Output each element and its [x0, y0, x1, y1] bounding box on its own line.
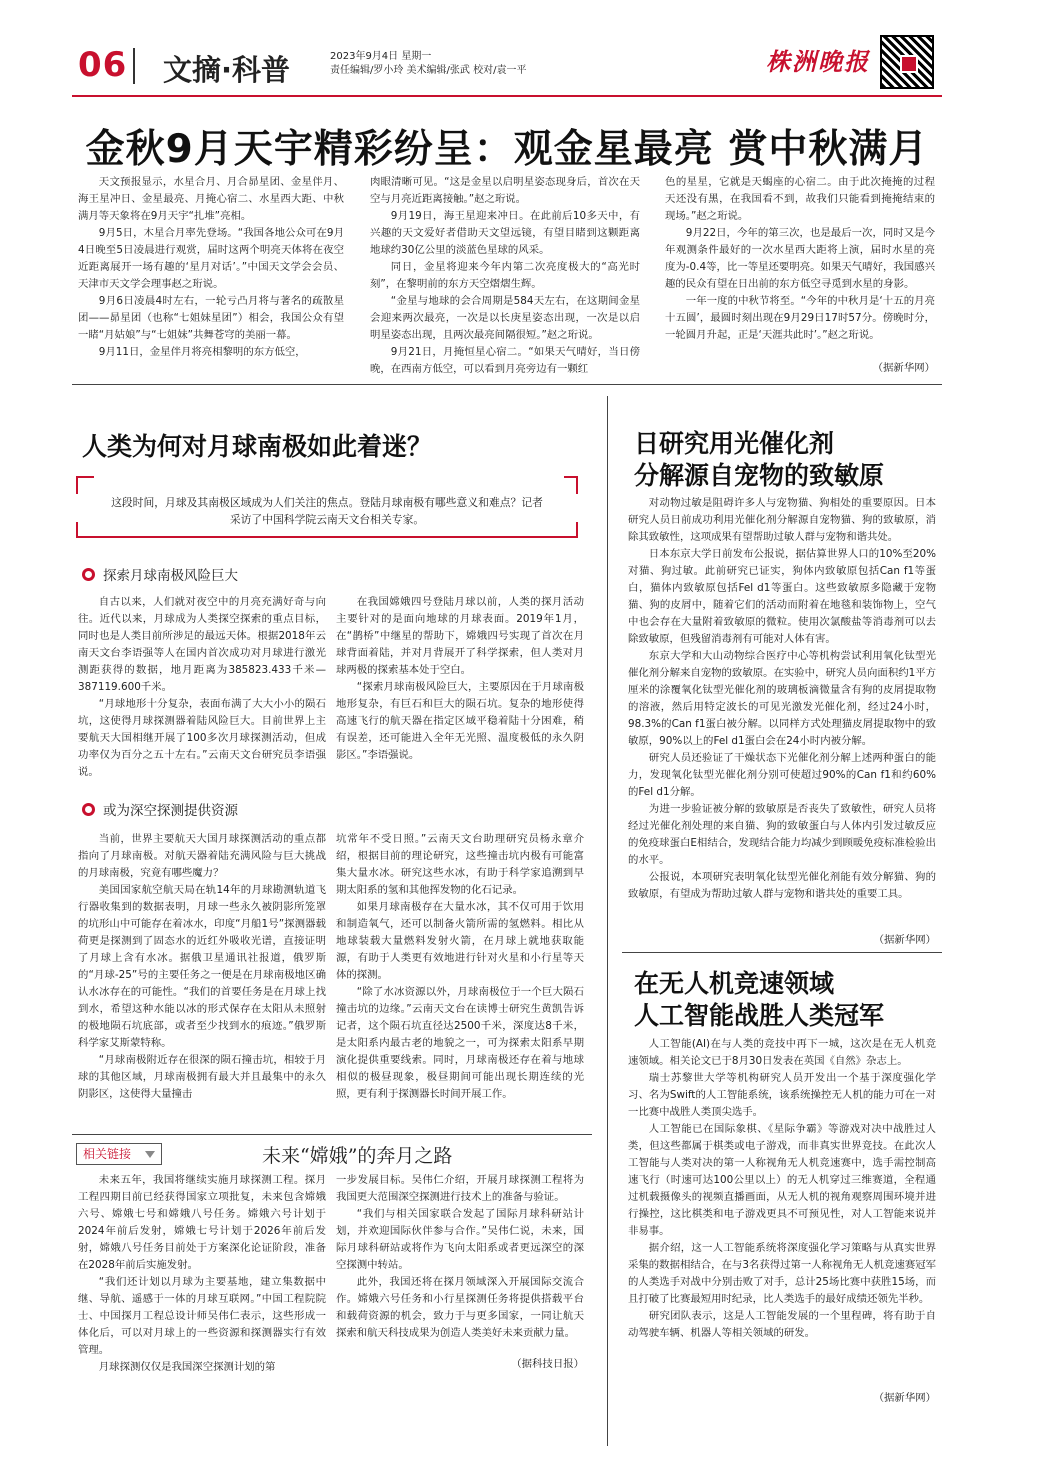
main-col-2: [370, 174, 640, 378]
source-credit: （据科技日报）: [511, 1358, 584, 1370]
paragraph: 同日，金星将迎来今年内第二次亮度极大的“高光时刻”，在黎明前的东方天空熠熠生辉。: [370, 261, 640, 290]
paragraph: 未来五年，我国将继续实施月球探测工程。探月工程四期目前已经获得国家立项批复，未来包含嫦娥六号、嫦娥七号和嫦娥八号任务。嫦娥六号计划于2024年前后发射，嫦娥七号计划于2026年前后发射，嫦娥八号任务目前处于方案深化论证阶段，准备在2028年前后实施发射。: [78, 1174, 326, 1271]
cat-article-title: [634, 428, 884, 492]
main-col-3: [665, 174, 935, 344]
paragraph: “金星与地球的会合周期是584天左右，在这期间金星会迎来两次最亮，一次是以长庚星姿态出现，一次是以启明星姿态出现，且两次最亮间隔很短。”赵之珩说。: [370, 295, 640, 341]
paragraph: “月球南极附近存在很深的陨石撞击坑，相较于月球的其他区域，月球南极拥有最大并且最集中的永久阴影区，这使得大量撞击: [78, 1054, 326, 1100]
paragraph: 据介绍，这一人工智能系统将深度强化学习策略与从真实世界采集的数据相结合，在与3名获得过第一人称视角无人机竞速赛冠军的人类选手对战中分别击败了对手，总计25场比赛中获胜15场，而且打破了比赛最短用时纪录，比人类选手的最好成绩还领先半秒。: [628, 1242, 936, 1305]
paragraph: 一步发展目标。吴伟仁介绍，开展月球探测工程将为我国更大范围深空探测进行技术上的准备与验证。: [336, 1174, 584, 1203]
moon-s1-col-2: [336, 594, 584, 764]
header-divider: [133, 48, 135, 84]
title-line-2: 分解源自宠物的致敏原: [634, 461, 885, 490]
section-heading-text: 或为深空探测提供资源: [103, 803, 238, 819]
paragraph: 一年一度的中秋节将至。“今年的中秋月是‘十五的月亮十五圆’，最圆时刻出现在9月29日17时57分。傍晚时分，一轮圆月升起，正是‘天涯共此时’。”赵之珩说。: [665, 295, 935, 341]
paragraph: 自古以来，人们就对夜空中的月亮充满好奇与向往。近代以来，月球成为人类探空探索的重点目标，同时也是人类目前所涉足的最远天体。根据2018年云南天文台李语强等人在国内首次成功对月球进行激光测距获得的数据，地月距离为385823.433千米—387119.600千米。: [78, 596, 326, 693]
paragraph: 东京大学和大山动物综合医疗中心等机构尝试利用氧化钛型光催化剂分解来自宠物的致敏原。在实验中，研究人员向面积约1平方厘米的涂覆氧化钛型光催化剂的玻璃板滴微量含有狗的皮屑提取物的溶液，然后用特定波长的可见光激发光催化剂，经过24小时，98.3%的Can f1蛋白被分解。以同样方式处理猫皮屑提取物中的致敏原，90%以上的Fel d1蛋白会在24小时内被分解。: [628, 650, 936, 747]
paragraph: 瑞士苏黎世大学等机构研究人员开发出一个基于深度强化学习、名为Swift的人工智能系统，该系统操控无人机的能力可在一对一比赛中战胜人类顶尖选手。: [628, 1072, 936, 1118]
related-link-tag: 相关链接: [76, 1143, 162, 1165]
paragraph: 此外，我国还将在探月领域深入开展国际交流合作。嫦娥六号任务和小行星探测任务将提供搭载平台和载荷资源的机会，致力于与更多国家，一同让航天探索和航天科技成果为创造人类美好未来贡献力量。: [336, 1276, 584, 1339]
title-line-2: 人工智能战胜人类冠军: [634, 1001, 885, 1030]
paragraph: 天文预报显示，水星合月、月合昴星团、金星伴月、海王星冲日、金星最亮、月掩心宿二、水星西大距、中秋满月等天象将在9月天宇“扎堆”亮相。: [78, 176, 344, 222]
main-col-1: [78, 174, 344, 361]
column-divider: [607, 396, 608, 1446]
moon-intro: 这段时间，月球及其南极区域成为人们关注的焦点。登陆月球南极有哪些意义和难点？记者采访了中国科学院云南天文台相关专家。: [111, 496, 543, 526]
paragraph: 研究人员还验证了干燥状态下光催化剂分解上述两种蛋白的能力，发现氧化钛型光催化剂分别可使超过90%的Can f1和约60%的Fel d1分解。: [628, 752, 936, 798]
paragraph: 对动物过敏是阻碍许多人与宠物猫、狗相处的重要原因。日本研究人员日前成功利用光催化剂分解源自宠物猫、狗的致敏原，消除其致敏性，这项成果有望帮助过敏人群与宠物和谐共处。: [628, 497, 936, 543]
moon-article-title: 人类为何对月球南极如此着迷？: [82, 432, 433, 461]
section-heading-text: 探索月球南极风险巨大: [103, 568, 238, 584]
paragraph: 肉眼清晰可见。“这是金星以启明星姿态现身后，首次在天空与月亮近距离接触。”赵之珩说。: [370, 176, 640, 205]
main-headline: 金秋9月天宇精彩纷呈：观金星最亮 赏中秋满月: [85, 127, 929, 172]
page-number: 06: [78, 45, 128, 85]
moon-section-1-head: [82, 564, 238, 584]
moon-section-2-head: [82, 799, 238, 819]
circle-bullet-icon: [82, 803, 95, 816]
paragraph: 美国国家航空航天局在轨14年的月球勘测轨道飞行器收集到的数据表明，月球一些永久被阴影所笼罩的坑形山中可能存在着冰水，印度“月船1号”探测器载荷更是探测到了固态水的近红外吸收光谱，直接证明了月球上含有水冰。据俄卫星通讯社报道，俄罗斯的“月球-25”号的主要任务之一便是在月球南极地区确认水冰存在的可能性。“我们的首要任务是在月球上找到水，希望这种水能以冰的形式保存在太阳从未照射的极地陨石坑底部，或者至少找到水的痕迹。”俄罗斯科学家艾斯蒙特称。: [78, 884, 326, 1049]
ai-article-title: [634, 968, 884, 1032]
moon-s1-col-1: [78, 594, 326, 781]
related-link-title: 未来“嫦娥”的奔月之路: [262, 1145, 453, 1167]
title-line-1: 日研究用光催化剂: [634, 429, 835, 458]
qr-code-icon: [880, 35, 934, 89]
paragraph: “除了水冰资源以外，月球南极位于一个巨大陨石撞击坑的边缘。”云南天文台在读博士研究生黄凯告诉记者，这个陨石坑直径达2500千米，深度达8千米，是太阳系内最古老的地貌之一，可为探索太阳系早期演化提供重要线索。同时，月球南极还存在着与地球相似的极昼现象，极昼期间可能出现长期连续的光照，更有利于探测器长时间开展工作。: [336, 986, 584, 1100]
ai-article-body: [628, 1036, 936, 1342]
paragraph: 月球探测仅仅是我国深空探测计划的第: [98, 1361, 276, 1373]
section-divider: [622, 952, 942, 953]
paragraph: 坑常年不受日照。”云南天文台助理研究员杨永章介绍，根据目前的理论研究，这些撞击坑内极有可能富集大量水冰。研究这些水冰，有助于科学家追溯到早期太阳系的氢和其他挥发物的化石记录。: [336, 833, 584, 896]
paragraph: 公报说，本项研究表明氧化钛型光催化剂能有效分解猫、狗的致敏原，有望成为帮助过敏人群与宠物和谐共处的重要工具。: [628, 871, 936, 900]
paragraph: 9月22日，今年的第三次，也是最后一次，同时又是今年观测条件最好的一次水星西大距将上演，届时水星的亮度为-0.4等，比一等星还要明亮。如果天气晴好，我国感兴趣的民众有望在日出前的东方低空寻觅到水星的身影。: [665, 227, 935, 290]
header-info: [330, 50, 526, 78]
editor-credits: 责任编辑/罗小玲 美术编辑/张武 校对/袁一平: [330, 65, 527, 76]
link-divider: [72, 1134, 592, 1135]
source-credit: （据新华网）: [873, 934, 936, 946]
paragraph: 为进一步验证被分解的致敏原是否丧失了致敏性，研究人员将经过光催化剂处理的来自猫、狗的致敏蛋白与人体内引发过敏反应的免疫球蛋白E相结合，发现结合能力均减少到顾暖免疫标准检验出的水平。: [628, 803, 936, 866]
link-col-1: [78, 1172, 326, 1376]
paragraph: 在我国嫦娥四号登陆月球以前，人类的探月活动主要针对的是面向地球的月球表面。2019年1月，在“鹊桥”中继星的帮助下，嫦娥四号实现了首次在月球背面着陆，并对月背展开了科学探索，但人类对月球两极的探索基本处于空白。: [336, 596, 584, 676]
paragraph: 人工智能已在国际象棋、《星际争霸》等游戏对决中战胜过人类，但这些都属于棋类或电子游戏，而非真实世界竞技。在此次人工智能与人类对决的第一人称视角无人机竞速赛中，选手需控制高速飞行（时速可达100公里以上）的无人机穿过三维赛道，全程通过机载摄像头的视频直播画面，从无人机的视角观察周围环境并进行操控，这比棋类和电子游戏更具不可预见性，对人工智能来说并非易事。: [628, 1123, 936, 1237]
source-credit: （据新华网）: [873, 1392, 936, 1404]
paragraph: 研究团队表示，这是人工智能发展的一个里程碑，将有助于自动驾驶车辆、机器人等相关领域的研发。: [628, 1310, 936, 1339]
source-credit: （据新华网）: [872, 362, 935, 374]
paragraph: 色的星星，它就是天蝎座的心宿二。由于此次掩掩的过程天还没有黑，在我国看不到，故我们只能看到掩掩结束的现场。”赵之珩说。: [665, 176, 935, 222]
paragraph: “我们与相关国家联合发起了国际月球科研站计划，并欢迎国际伙伴参与合作。”吴伟仁说，未来，国际月球科研站或将作为飞向太阳系或者更远深空的深空探测中转站。: [336, 1208, 584, 1271]
paragraph: 人工智能(AI)在与人类的竞技中再下一城，这次是在无人机竞速领域。相关论文已于8月30日发表在英国《自然》杂志上。: [628, 1038, 936, 1067]
header-rule: [72, 95, 942, 97]
paragraph: 当前，世界主要航天大国月球探测活动的重点都指向了月球南极。对航天器着陆充满风险与巨大挑战的月球南极，究竟有哪些魔力？: [78, 833, 326, 879]
paragraph: 如果月球南极存在大量水冰，其不仅可用于饮用和制造氧气，还可以制备火箭所需的氢燃料。相比从地球装载大量燃料发射火箭，在月球上就地获取能源，有助于人类更有效地进行针对火星和小行星等天体的探测。: [336, 901, 584, 981]
moon-s2-col-2: [336, 831, 584, 1103]
section-title: 文摘·科普: [163, 53, 291, 87]
section-divider: [72, 384, 942, 385]
circle-bullet-icon: [82, 568, 95, 581]
title-line-1: 在无人机竞速领域: [634, 969, 835, 998]
paper-logo: 株洲晚报: [766, 47, 870, 76]
moon-s2-col-1: [78, 831, 326, 1103]
paragraph: “探索月球南极风险巨大，主要原因在于月球南极地形复杂，有巨石和巨大的陨石坑。复杂的地形使得高速飞行的航天器在指定区域平稳着陆十分困难，稍有误差，还可能进入全年无光照、温度极低的永久阴影区。”李语强说。: [336, 681, 584, 761]
paragraph: “我们还计划以月球为主要基地，建立集数据中继、导航、遥感于一体的月球互联网。”中国工程院院士、中国探月工程总设计师吴伟仁表示，这些形成一体化后，可以对月球上的一些资源和探测器实行有效管理。: [78, 1276, 326, 1356]
issue-date: 2023年9月4日 星期一: [330, 51, 432, 62]
paragraph: 9月19日，海王星迎来冲日。在此前后10多天中，有兴趣的天文爱好者借助天文望远镜，有望目睹到这颗距离地球约30亿公里的淡蓝色星球的风采。: [370, 210, 640, 256]
paragraph: 9月6日凌晨4时左右，一轮亏凸月将与著名的疏散星团——昴星团（也称“七姐妹星团”）相会，我国公众有望一睹“月姑娘”与“七姐妹”共舞苍穹的美丽一幕。: [78, 295, 344, 341]
paragraph: “月球地形十分复杂，表面布满了大大小小的陨石坑，这使得月球探测器着陆风险巨大。目前世界上主要航天大国相继开展了100多次月球探测活动，但成功率仅为百分之五十左右。”云南天文台研究员李语强说。: [78, 698, 326, 778]
paragraph: 9月21日，月掩恒星心宿二。“如果天气晴好，当日傍晚，在西南方低空，可以看到月亮旁边有一颗红: [370, 346, 640, 375]
paragraph: 9月5日，木星合月率先登场。“我国各地公众可在9月4日晚至5日凌晨进行观赏，届时这两个明亮天体将在夜空近距离展开一场有趣的‘星月对话’。”中国天文学会会员、天津市天文学会理事赵之珩说。: [78, 227, 344, 290]
paragraph: 9月11日，金星伴月将亮相黎明的东方低空，: [98, 346, 306, 358]
cat-article-body: [628, 495, 936, 903]
link-col-2: [336, 1172, 584, 1342]
paragraph: 日本东京大学日前发布公报说，据估算世界人口的10%至20%对猫、狗过敏。此前研究已证实，狗体内致敏原包括Can f1等蛋白，猫体内致敏原包括Fel d1等蛋白。这些致敏原多隐藏于宠物猫、狗的皮屑中，随着它们的活动而附着在地毯和装饰物上，空气中也会存在大量附着致敏原的微粒。使用次氯酸盐等消毒剂可以去除致敏原，但残留消毒剂有可能对人体有害。: [628, 548, 936, 645]
